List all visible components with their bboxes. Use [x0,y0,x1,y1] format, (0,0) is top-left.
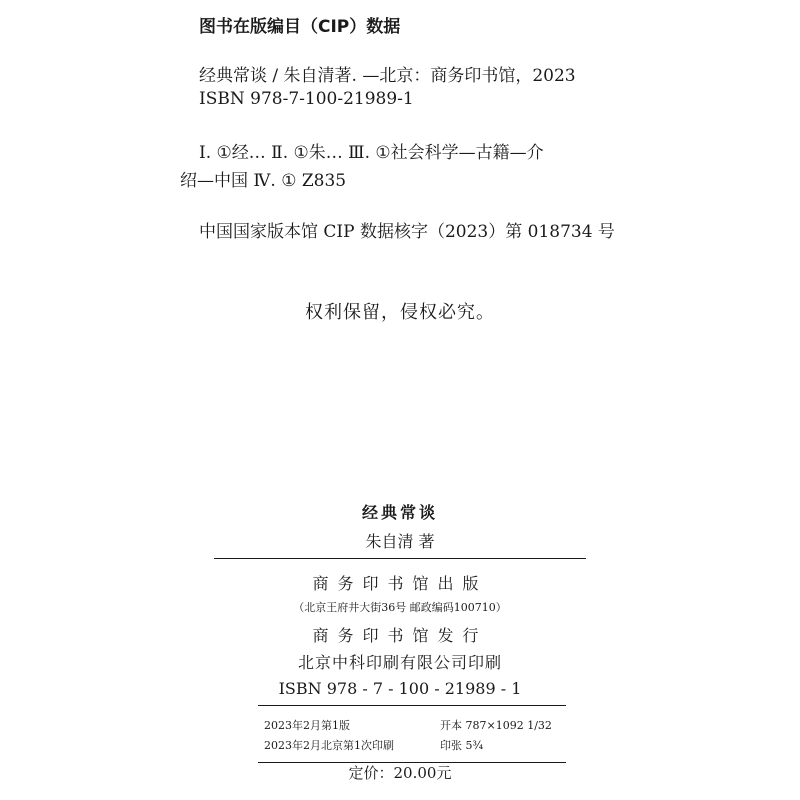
colophon-author: 朱自清 著 [365,532,435,551]
cip-title-line: 经典常谈 / 朱自清著. —北京：商务印书馆，2023 [199,66,576,86]
cip-heading: 图书在版编目（CIP）数据 [199,17,401,37]
publisher: 商务印书馆出版 [312,574,488,593]
divider [214,558,586,559]
printer: 北京中科印刷有限公司印刷 [297,653,502,672]
cip-classification-line: Ⅰ. ①经… Ⅱ. ①朱… Ⅲ. ①社会科学—古籍—介 [199,143,544,163]
price: 定价：20.00元 [348,764,452,782]
cip-data-number: 中国国家版本馆 CIP 数据核字（2023）第 018734 号 [199,222,615,242]
rights-notice: 权利保留，侵权必究。 [305,302,495,323]
cip-isbn-line: ISBN 978-7-100-21989-1 [199,89,414,109]
colophon-title: 经典常谈 [361,503,438,522]
printing-info: 2023年2月北京第1次印刷 [264,739,394,752]
cip-classification-continued: 绍—中国 Ⅳ. ① Z835 [180,171,347,191]
edition-info: 2023年2月第1版 [264,719,350,732]
divider [258,705,566,706]
publisher-address: （北京王府井大街36号 邮政编码100710） [293,601,507,614]
distributor: 商务印书馆发行 [312,626,488,645]
sheets-info: 印张 5¾ [440,739,484,752]
format-info: 开本 787×1092 1/32 [440,719,552,732]
colophon-isbn: ISBN 978 - 7 - 100 - 21989 - 1 [278,679,522,698]
